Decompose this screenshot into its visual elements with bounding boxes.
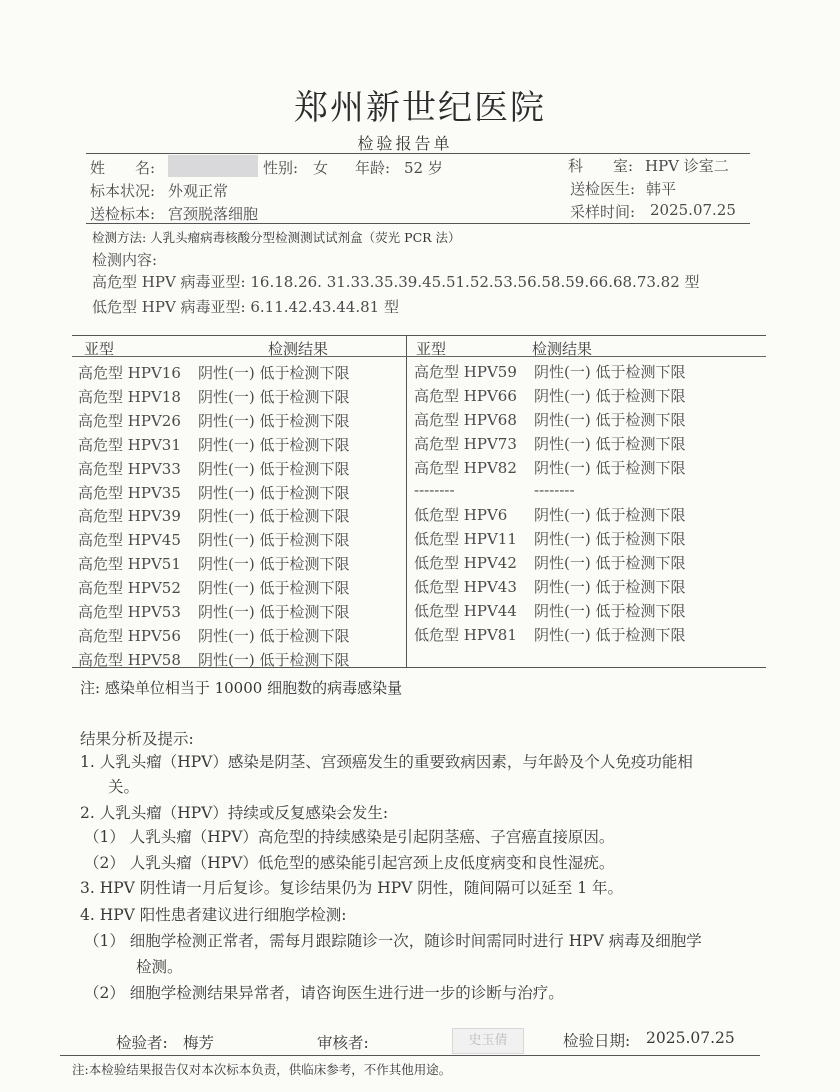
left-subtype-cell: 高危型 HPV52 [78,579,181,598]
left-result-cell: 阴性(一) 低于检测下限 [198,579,350,598]
footer-rule [60,1055,760,1056]
left-subtype-cell: 高危型 HPV31 [78,435,181,454]
test-method: 检测方法: 人乳头瘤病毒核酸分型检测测试试剂盒（荧光 PCR 法） [92,230,461,245]
analysis-line: 2. 人乳头瘤（HPV）持续或反复感染会发生: [80,804,389,822]
right-result-cell: 阴性(一) 低于检测下限 [534,602,686,620]
left-subtype-cell: 高危型 HPV58 [78,650,181,669]
left-subtype-cell: 高危型 HPV51 [78,555,181,574]
inspector-name: 梅芳 [183,1034,215,1052]
specimen-label: 送检标本: [90,205,156,223]
right-subtype-cell: 低危型 HPV42 [414,554,517,573]
right-result-cell: 阴性(一) 低于检测下限 [534,554,686,573]
left-subtype-cell: 高危型 HPV56 [78,626,181,645]
analysis-line: 关。 [108,778,140,796]
inspector-label: 检验者: [116,1034,168,1052]
left-col-subtype-header: 亚型 [84,340,115,358]
right-subtype-cell: 高危型 HPV66 [414,386,517,405]
right-subtype-cell: 高危型 HPV82 [414,458,517,477]
left-result-cell: 阴性(一) 低于检测下限 [198,603,350,621]
left-subtype-cell: 高危型 HPV26 [78,411,181,430]
right-subtype-cell: 低危型 HPV11 [414,530,517,549]
right-col-subtype-header: 亚型 [416,340,447,358]
date-label: 检验日期: [563,1032,631,1050]
right-subtype-cell: 高危型 HPV73 [414,434,517,453]
left-col-result-header: 检测结果 [268,340,329,358]
analysis-line: 4. HPV 阳性患者建议进行细胞学检测: [80,906,347,924]
left-result-cell: 阴性(一) 低于检测下限 [198,483,350,502]
specimen-value: 宫颈脱落细胞 [168,205,259,223]
right-subtype-cell: 高危型 HPV59 [414,363,517,381]
left-result-cell: 阴性(一) 低于检测下限 [198,626,350,645]
analysis-line: 3. HPV 阴性请一月后复诊。复诊结果仍为 HPV 阴性，随间隔可以延至 1 年。 [80,879,623,897]
reviewer-label: 审核者: [317,1034,369,1052]
sex-label: 性别: [263,159,299,177]
dept-value: HPV 诊室二 [645,157,729,175]
redacted-name [168,155,258,177]
right-result-cell: 阴性(一) 低于检测下限 [534,506,686,525]
table-divider [406,336,407,667]
left-subtype-cell: 高危型 HPV33 [78,459,181,478]
age-label: 年龄: [355,159,391,177]
dept-label: 科 室: [568,157,634,175]
hospital-name: 郑州新世纪医院 [294,88,546,128]
doctor-label: 送检医生: [570,180,636,198]
right-result-cell: 阴性(一) 低于检测下限 [534,410,686,429]
right-subtype-cell: 低危型 HPV44 [414,602,517,620]
right-result-cell: 阴性(一) 低于检测下限 [534,363,686,381]
right-col-result-header: 检测结果 [532,340,593,358]
analysis-heading: 结果分析及提示: [80,730,194,748]
right-subtype-cell: 低危型 HPV43 [414,578,517,597]
left-result-cell: 阴性(一) 低于检测下限 [198,411,350,430]
left-subtype-cell: 高危型 HPV53 [78,603,181,621]
high-risk-subtypes: 高危型 HPV 病毒亚型: 16.18.26. 31.33.35.39.45.51.52.53.56.58.59.66.68.73.82 型 [92,273,700,291]
right-result-cell: -------- [534,480,575,499]
analysis-line: （2） 人乳头瘤（HPV）低危型的感染能引起宫颈上皮低度病变和良性湿疣。 [84,854,615,872]
right-subtype-cell: 低危型 HPV81 [414,625,517,644]
analysis-line: （2） 细胞学检测结果异常者，请咨询医生进行进一步的诊断与治疗。 [84,984,564,1002]
right-subtype-cell: 高危型 HPV68 [414,410,517,429]
name-label: 姓 名: [90,159,156,177]
header-rule [86,153,750,154]
analysis-line: 1. 人乳头瘤（HPV）感染是阴茎、宫颈癌发生的重要致病因素，与年龄及个人免疫功能相 [80,753,693,771]
left-subtype-cell: 高危型 HPV39 [78,507,181,526]
left-subtype-cell: 高危型 HPV45 [78,531,181,550]
left-subtype-cell: 高危型 HPV16 [78,364,181,382]
left-result-cell: 阴性(一) 低于检测下限 [198,435,350,454]
left-result-cell: 阴性(一) 低于检测下限 [198,650,350,669]
specimen-status-label: 标本状况: [90,182,156,200]
right-subtype-cell: 低危型 HPV6 [414,506,508,525]
age-value: 52 岁 [404,159,443,177]
analysis-line: 检测。 [136,958,183,976]
left-result-cell: 阴性(一) 低于检测下限 [198,507,350,526]
left-result-cell: 阴性(一) 低于检测下限 [198,387,350,406]
report-title: 检验报告单 [357,134,453,153]
infection-unit-note: 注: 感染单位相当于 10000 细胞数的病毒感染量 [80,679,403,697]
analysis-line: （1） 人乳头瘤（HPV）高危型的持续感染是引起阴茎癌、子宫癌直接原因。 [84,828,615,846]
low-risk-subtypes: 低危型 HPV 病毒亚型: 6.11.42.43.44.81 型 [92,298,399,316]
right-result-cell: 阴性(一) 低于检测下限 [534,530,686,549]
content-label: 检测内容: [92,251,158,269]
analysis-line: （1） 细胞学检测正常者，需每月跟踪随诊一次，随诊时间需同时进行 HPV 病毒及细胞学 [84,932,702,950]
reviewer-stamp [452,1028,524,1054]
sex-value: 女 [313,159,329,177]
right-result-cell: 阴性(一) 低于检测下限 [534,625,686,644]
left-result-cell: 阴性(一) 低于检测下限 [198,459,350,478]
report-date: 2025.07.25 [646,1029,735,1047]
right-result-cell: 阴性(一) 低于检测下限 [534,458,686,477]
left-subtype-cell: 高危型 HPV18 [78,387,181,406]
left-result-cell: 阴性(一) 低于检测下限 [198,555,350,574]
left-result-cell: 阴性(一) 低于检测下限 [198,364,350,382]
footer-disclaimer: 注:本检验结果报告仅对本次标本负责，供临床参考，不作其他用途。 [72,1062,452,1077]
specimen-status-value: 外观正常 [168,182,229,200]
right-result-cell: 阴性(一) 低于检测下限 [534,578,686,597]
table-top-rule [72,335,766,336]
info-rule [86,223,750,224]
reviewer-stamp-text: 史玉倩 [468,1033,508,1048]
sample-time-label: 采样时间: [570,203,636,221]
right-result-cell: 阴性(一) 低于检测下限 [534,434,686,453]
right-subtype-cell: -------- [414,480,455,499]
sample-time-value: 2025.07.25 [650,201,736,219]
doctor-value: 韩平 [646,180,677,198]
left-subtype-cell: 高危型 HPV35 [78,483,181,502]
right-result-cell: 阴性(一) 低于检测下限 [534,386,686,405]
left-result-cell: 阴性(一) 低于检测下限 [198,531,350,550]
